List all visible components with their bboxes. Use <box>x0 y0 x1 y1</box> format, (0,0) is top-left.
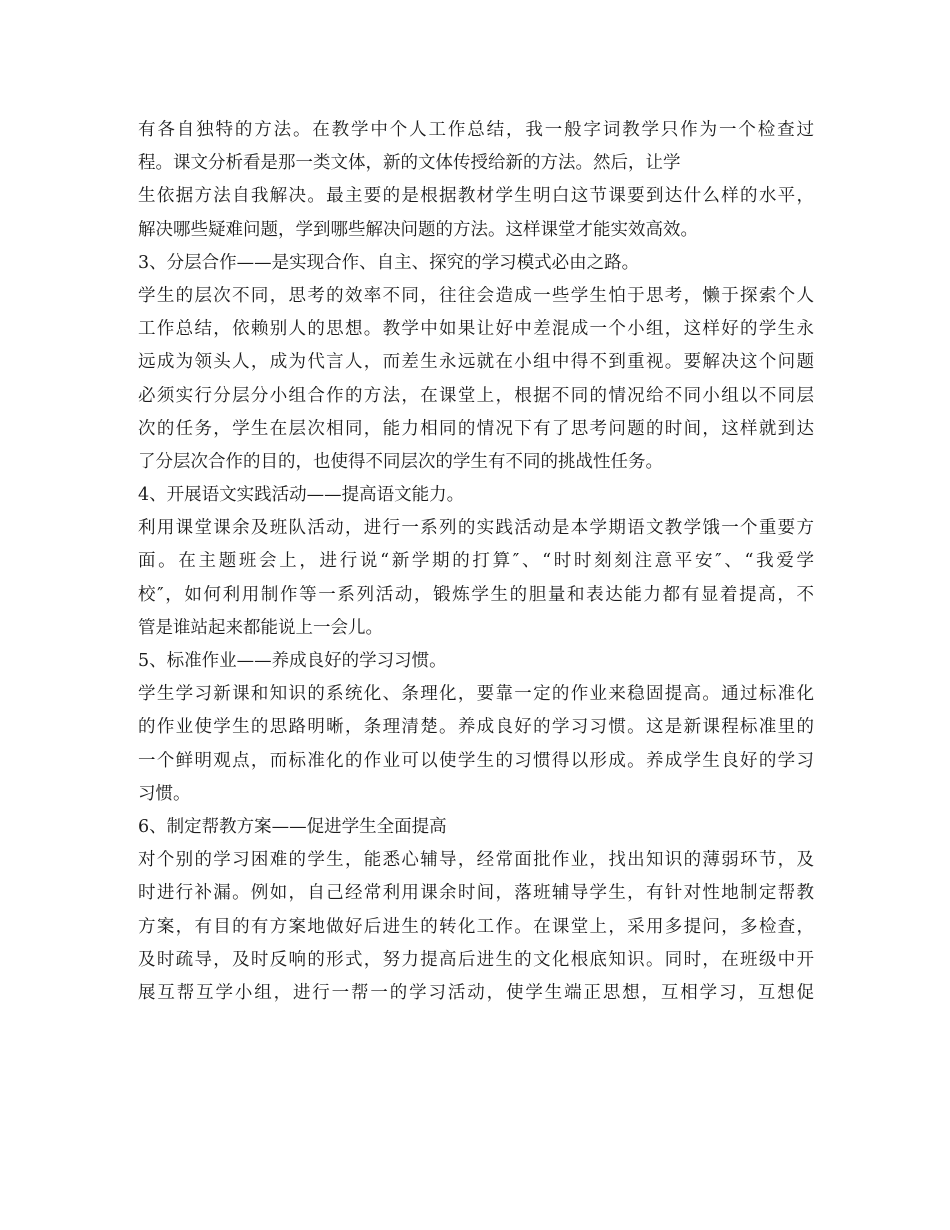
text-line: 4、开展语文实践活动——提高语文能力。 <box>138 485 465 506</box>
text-line: 解决哪些疑难问题，学到哪些解决问题的方法。这样课堂才能实效高效。 <box>138 219 698 240</box>
text-line: 利用课堂课余及班队活动，进行一系列的实践活动是本学期语文教学饿一个重要方 <box>138 518 814 539</box>
text-line: 有各自独特的方法。在教学中个人工作总结，我一般字词教学只作为一个检查过 <box>138 120 814 140</box>
text-line: 了分层次合作的目的，也使得不同层次的学生有不同的挑战性任务。 <box>138 451 663 472</box>
text-line: 次的任务，学生在层次相同，能力相同的情况下有了思考问题的时间，这样就到达 <box>138 418 814 439</box>
document-body <box>138 114 814 1010</box>
text-line: 面。在主题班会上，进行说“新学期的打算″、“时时刻刻注意平安″、“我爱学 <box>138 551 814 572</box>
text-line: 管是谁站起来都能说上一会儿。 <box>138 617 383 638</box>
text-line: 展互帮互学小组，进行一帮一的学习活动，使学生端正思想，互相学习，互想促 <box>138 982 814 1003</box>
text-line: 程。课文分析看是那一类文体，新的文体传授给新的方法。然后，让学 <box>138 153 681 174</box>
text-line: 习惯。 <box>138 783 191 804</box>
text-line: 3、分层合作——是实现合作、自主、探究的学习模式必由之路。 <box>138 252 640 273</box>
text-line: 的作业使学生的思路明晰，条理清楚。养成良好的学习习惯。这是新课程标准里的 <box>138 717 814 738</box>
text-line: 学生学习新课和知识的系统化、条理化，要靠一定的作业来稳固提高。通过标准化 <box>138 684 814 705</box>
text-line: 远成为领头人，成为代言人，而差生永远就在小组中得不到重视。要解决这个问题 <box>138 352 814 373</box>
text-line: 及时疏导，及时反响的形式，努力提高后进生的文化根底知识。同时，在班级中开 <box>138 949 814 970</box>
text-line: 学生的层次不同，思考的效率不同，往往会造成一些学生怕于思考，懒于探索个人 <box>138 285 814 306</box>
text-line: 方案，有目的有方案地做好后进生的转化工作。在课堂上，采用多提问，多检查， <box>138 916 814 937</box>
text-line: 时进行补漏。例如，自己经常利用课余时间，落班辅导学生，有针对性地制定帮教 <box>138 883 814 904</box>
text-line: 一个鲜明观点，而标准化的作业可以使学生的习惯得以形成。养成学生良好的学习 <box>138 750 814 771</box>
text-line: 校″，如何利用制作等一系列活动，锻炼学生的胆量和表达能力都有显着提高，不 <box>138 584 814 605</box>
text-line: 5、标准作业——养成良好的学习习惯。 <box>138 651 447 671</box>
text-line: 对个别的学习困难的学生，能悉心辅导，经常面批作业，找出知识的薄弱环节，及 <box>138 850 814 871</box>
text-line: 必须实行分层分小组合作的方法，在课堂上，根据不同的情况给不同小组以不同层 <box>138 385 814 406</box>
text-line: 生依据方法自我解决。最主要的是根据教材学生明白这节课要到达什么样的水平， <box>138 186 814 207</box>
text-line: 6、制定帮教方案——促进学生全面提高 <box>138 816 447 837</box>
text-line: 工作总结，依赖别人的思想。教学中如果让好中差混成一个小组，这样好的学生永 <box>138 319 814 340</box>
